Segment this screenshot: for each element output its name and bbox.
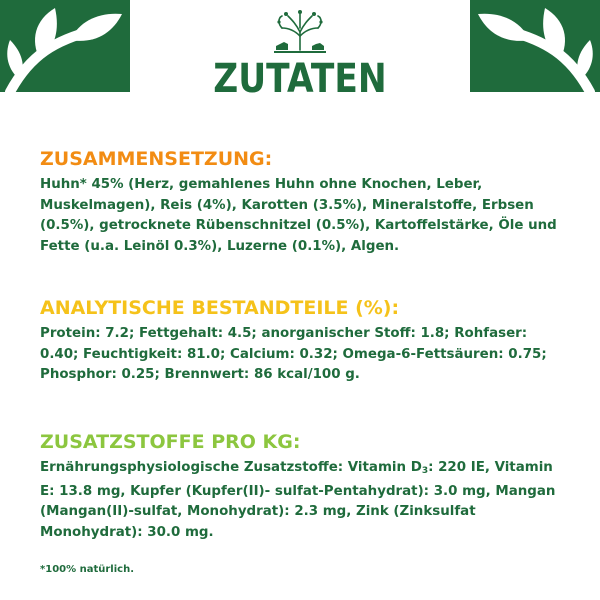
analytical-section bbox=[40, 296, 560, 386]
composition-section bbox=[40, 147, 560, 257]
vitamin-d-subscript: 3 bbox=[421, 466, 429, 476]
additives-heading: ZUSATZSTOFFE PRO KG: bbox=[40, 431, 301, 453]
tree-with-animals-logo-icon bbox=[270, 6, 330, 56]
analytical-heading: ANALYTISCHE BESTANDTEILE (%): bbox=[40, 297, 400, 319]
page-title: ZUTATEN bbox=[213, 56, 387, 102]
footnote: *100% natürlich. bbox=[40, 564, 135, 575]
additives-text bbox=[40, 458, 560, 543]
composition-text: Huhn* 45% (Herz, gemahlenes Huhn ohne Knochen, Leber, Muskelmagen), Reis (4%), Karotten (3.5%), Mineralstoffe, Erbsen (0.5%), getrocknete Rübenschnitzel (0.5%), Kartoffelstärke, Öle und Fette (u.a. Leinöl 0.3%), Luzerne (0.1%), Algen. bbox=[40, 177, 557, 254]
additives-text-before: Ernährungsphysiologische Zusatzstoffe: Vitamin D bbox=[40, 460, 422, 475]
additives-section bbox=[40, 430, 560, 543]
additives-text-after: : 220 IE, Vitamin E: 13.8 mg, Kupfer (Kupfer(II)- sulfat-Pentahydrat): 3.0 mg, Mangan (Mangan(II)-sulfat, Monohydrat): 2.3 mg, Zink (Zinksulfat Monohydrat): 30.0 mg. bbox=[40, 460, 556, 540]
composition-heading: ZUSAMMENSETZUNG: bbox=[40, 148, 273, 170]
analytical-text: Protein: 7.2; Fettgehalt: 4.5; anorganischer Stoff: 1.8; Rohfaser: 0.40; Feuchtigkeit: 81.0; Calcium: 0.32; Omega-6-Fettsäuren: 0.75; Phosphor: 0.25; Brennwert: 86 kcal/100 g. bbox=[40, 326, 547, 383]
